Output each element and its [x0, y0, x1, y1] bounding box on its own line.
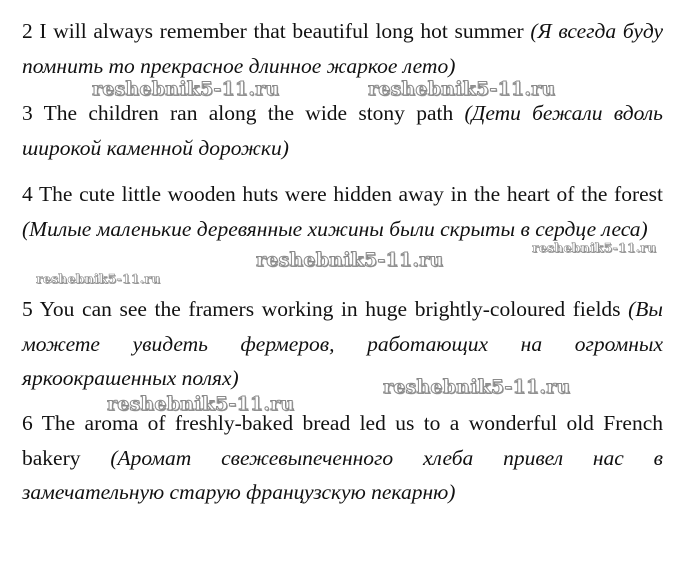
- english-text: The children ran along the wide stony path: [43, 101, 454, 125]
- sentence-number: 4: [22, 182, 33, 206]
- sentence-6: [22, 406, 663, 510]
- sentence-4: [22, 177, 663, 246]
- watermark: reshebnik5-11.ru: [36, 271, 161, 286]
- sentence-number: 3: [22, 101, 33, 125]
- watermark: reshebnik5-11.ru: [532, 240, 657, 255]
- watermark: reshebnik5-11.ru: [107, 393, 295, 415]
- sentence-number: 2: [22, 19, 33, 43]
- watermark: reshebnik5-11.ru: [92, 78, 280, 100]
- watermark: reshebnik5-11.ru: [368, 78, 556, 100]
- english-text: I will always remember that beautiful long hot summer: [39, 19, 524, 43]
- russian-translation: (Дети бежали вдоль широкой каменной дорожки): [22, 101, 663, 160]
- watermark: reshebnik5-11.ru: [256, 249, 444, 271]
- watermark: reshebnik5-11.ru: [383, 376, 571, 398]
- sentence-2: [22, 14, 663, 83]
- russian-translation: (Вы можете увидеть фермеров, работающих на огромных яркоокрашенных полях): [22, 297, 663, 390]
- russian-translation: (Я всегда буду помнить то прекрасное длинное жаркое лето): [22, 19, 663, 78]
- english-text: The cute little wooden huts were hidden away in the heart of the forest: [39, 182, 663, 206]
- english-text: The aroma of freshly-baked bread led us to a wonderful old French bakery: [22, 411, 663, 470]
- russian-translation: (Аромат свежевыпеченного хлеба привел нас в замечательную старую французскую пекарню): [22, 445, 663, 504]
- english-text: You can see the framers working in huge brightly-coloured fields: [39, 297, 621, 321]
- russian-translation: (Милые маленькие деревянные хижины были скрыты в сердце леса): [22, 216, 648, 241]
- sentence-number: 5: [22, 297, 33, 321]
- sentence-3: [22, 96, 663, 165]
- sentence-number: 6: [22, 411, 33, 435]
